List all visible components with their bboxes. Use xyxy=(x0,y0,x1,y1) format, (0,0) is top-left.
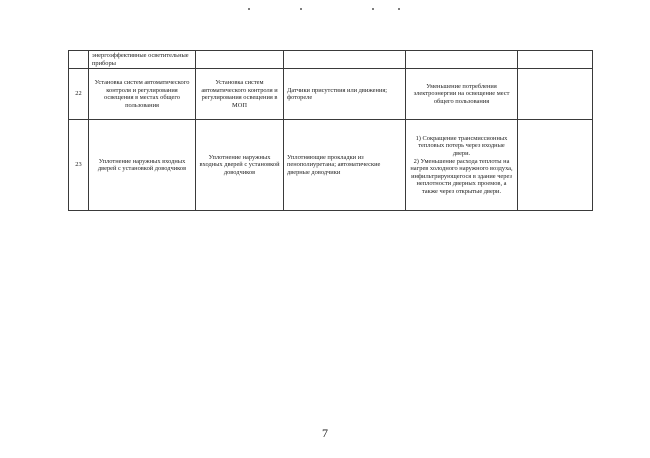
measure-name: Уплотнение наружных входных дверей с установкой доводчиков xyxy=(89,120,196,211)
measure-effect: 1) Сокращение трансмиссионных тепловых потерь через входные двери. 2) Уменьшение расхода теплоты на нагрев холодного наружного воздуха, инфильтрирующегося в здание через неплотности дверных проемов, а также через открытые двери. xyxy=(406,120,518,211)
scan-dot xyxy=(248,8,250,10)
row-number: 22 xyxy=(69,69,89,120)
table-row xyxy=(69,51,593,69)
row-number xyxy=(69,51,89,69)
measure-extra xyxy=(518,120,593,211)
measure-extra xyxy=(518,69,593,120)
measure-effect: Уменьшение потребления электроэнергии на освещение мест общего пользования xyxy=(406,69,518,120)
scan-dot xyxy=(300,8,302,10)
measure-effect xyxy=(406,51,518,69)
scan-dot xyxy=(372,8,374,10)
measure-alternative: Установка систем автоматического контроля и регулирования освещения в МОП xyxy=(196,69,284,120)
measure-technology xyxy=(284,51,406,69)
row-number: 23 xyxy=(69,120,89,211)
measure-name: Установка систем автоматического контроля и регулирования освещения в местах общего пользования xyxy=(89,69,196,120)
measure-name: энергоэффективные осветительные приборы xyxy=(89,51,196,69)
measures-table xyxy=(68,50,593,211)
table-row xyxy=(69,120,593,211)
scan-dot xyxy=(398,8,400,10)
scan-artifacts xyxy=(0,0,650,20)
table-row xyxy=(69,69,593,120)
measure-alternative xyxy=(196,51,284,69)
measure-alternative: Уплотнение наружных входных дверей с установкой доводчиков xyxy=(196,120,284,211)
measure-extra xyxy=(518,51,593,69)
measure-technology: Датчики присутствия или движения; фотореле xyxy=(284,69,406,120)
page-number: 7 xyxy=(322,426,328,440)
measure-technology: Уплотняющие прокладки из пенополиуретана; автоматические дверные доводчики xyxy=(284,120,406,211)
